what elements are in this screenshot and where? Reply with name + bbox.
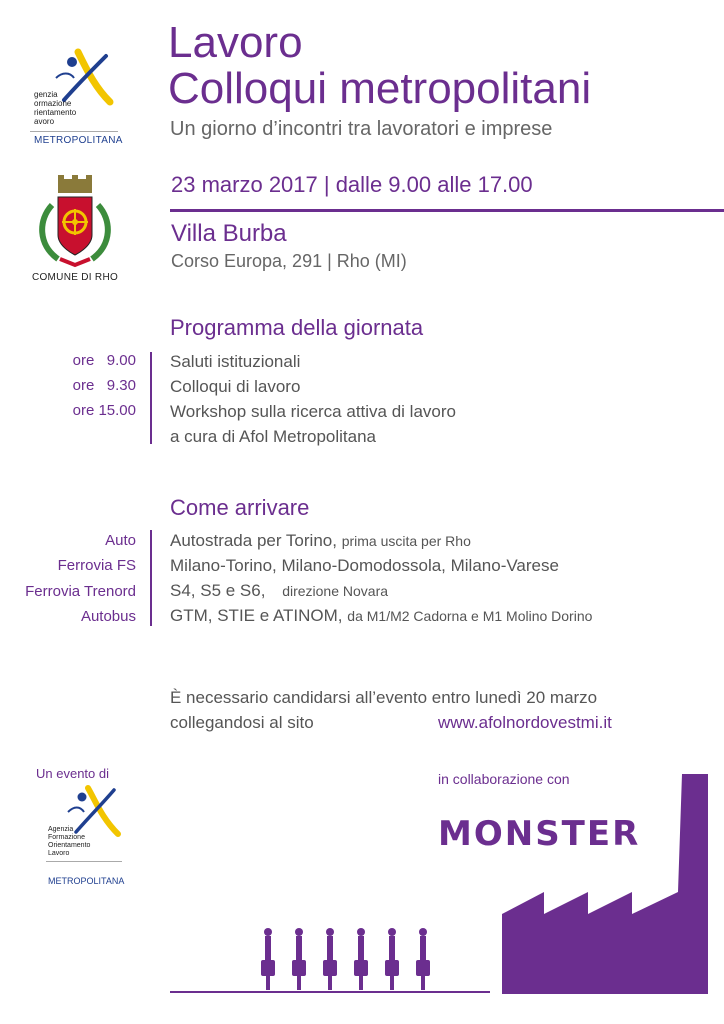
direction-row	[170, 531, 471, 551]
afol-logo-line: Lavoro	[48, 850, 70, 857]
afol-logo-bottom	[46, 784, 126, 884]
header-divider	[170, 209, 724, 212]
direction-row	[170, 606, 592, 626]
rho-crest-icon	[30, 175, 120, 270]
direction-detail: prima uscita per Rho	[341, 533, 471, 549]
afol-logo-divider	[30, 131, 118, 132]
transport-mode: Ferrovia FS	[57, 557, 136, 574]
direction-main: Milano-Torino, Milano-Domodossola, Milano-Varese	[170, 556, 559, 575]
direction-row	[170, 556, 559, 576]
program-item: a cura di Afol Metropolitana	[170, 427, 377, 446]
monster-logo: MONSTER	[438, 814, 641, 854]
direction-main: S4, S5 e S6,	[170, 581, 266, 600]
figure-icon	[354, 928, 368, 990]
afol-logo-caption: METROPOLITANA	[34, 135, 123, 146]
factory-icon	[502, 774, 722, 1024]
directions-title: Come arrivare	[170, 495, 310, 520]
afol-logo-caption: METROPOLITANA	[48, 876, 125, 886]
program-time: ore 9.30	[72, 377, 136, 394]
afol-logo-line: Orientamento	[48, 842, 91, 849]
page-subtitle: Un giorno d’incontri tra lavoratori e imprese	[170, 118, 553, 140]
registration-note: È necessario candidarsi all’evento entro lunedì 20 marzo	[170, 688, 598, 707]
collaboration-label: in collaborazione con	[438, 771, 570, 787]
direction-row	[170, 581, 388, 601]
program-time: ore 15.00	[72, 402, 136, 419]
registration-note: collegandosi al sito	[170, 713, 314, 732]
afol-logo-line: avoro	[34, 117, 55, 126]
program-divider	[150, 352, 152, 444]
venue-name: Villa Burba	[171, 220, 287, 247]
program-item: Colloqui di lavoro	[170, 377, 301, 396]
afol-logo-line: Formazione	[48, 834, 85, 841]
program-title: Programma della giornata	[170, 315, 424, 340]
figure-icon	[323, 928, 337, 990]
transport-mode: Autobus	[80, 608, 136, 625]
figure-icon	[385, 928, 399, 990]
rho-crest-caption: COMUNE DI RHO	[31, 272, 119, 283]
direction-detail: da M1/M2 Cadorna e M1 Molino Dorino	[347, 608, 593, 624]
afol-logo-top	[30, 48, 123, 148]
transport-mode: Ferrovia Trenord	[25, 583, 136, 600]
program-time: ore 9.00	[72, 352, 136, 369]
rho-crest	[30, 175, 120, 287]
registration-link[interactable]: www.afolnordovestmi.it	[438, 713, 612, 732]
afol-logo-line: Agenzia	[48, 826, 74, 833]
title-line-1: Lavoro	[168, 18, 303, 67]
program-item: Saluti istituzionali	[170, 352, 301, 371]
direction-main: Autostrada per Torino,	[170, 531, 337, 550]
event-date: 23 marzo 2017 | dalle 9.00 alle 17.00	[171, 172, 533, 197]
directions-divider	[150, 530, 152, 626]
event-by-label: Un evento di	[36, 766, 109, 781]
afol-logo-line: genzia	[34, 90, 58, 99]
title-line-2: Colloqui metropolitani	[168, 64, 592, 113]
program-item: Workshop sulla ricerca attiva di lavoro	[170, 402, 456, 421]
direction-main: GTM, STIE e ATINOM,	[170, 606, 343, 625]
direction-detail: direzione Novara	[282, 583, 389, 599]
afol-logo-line: rientamento	[34, 108, 77, 117]
page-title	[168, 20, 591, 112]
afol-logo-line: ormazione	[34, 99, 72, 108]
figure-icon	[261, 928, 275, 990]
figure-icon	[292, 928, 306, 990]
figures-illustration	[252, 926, 452, 994]
venue-address: Corso Europa, 291 | Rho (MI)	[171, 251, 407, 271]
afol-logo-divider	[46, 861, 122, 862]
figure-icon	[416, 928, 430, 990]
transport-mode: Auto	[105, 532, 136, 549]
